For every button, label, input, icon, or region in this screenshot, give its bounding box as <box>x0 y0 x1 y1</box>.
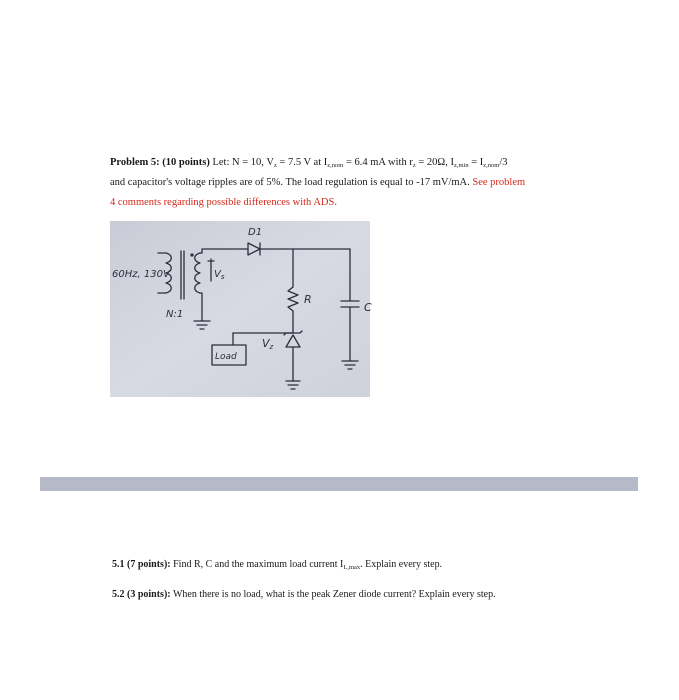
circuit-photo <box>110 221 370 397</box>
source-label: 60Hz, 130V <box>112 269 170 280</box>
question-5-2-label: 5.2 (3 points): <box>112 589 171 600</box>
problem-statement <box>110 153 590 213</box>
ads-comments-note: 4 comments regarding possible differences with ADS. <box>110 197 337 208</box>
question-5-1: 5.1 (7 points): Find R, C and the maximum load current $I_{L,max}$. Explain every step. <box>112 559 443 571</box>
section-divider <box>40 477 638 491</box>
vz-label: Vz <box>262 337 274 351</box>
load-label: Load <box>215 352 237 362</box>
question-5-2: 5.2 (3 points): When there is no load, what is the peak Zener diode current? Explain every step. <box>112 589 496 600</box>
ratio-label: N:1 <box>166 309 184 320</box>
problem-title: Problem 5: (10 points) <box>110 157 210 168</box>
photo-background <box>110 221 370 397</box>
circuit-diagram <box>110 221 370 397</box>
capacitor-label: C <box>364 301 372 314</box>
vs-label: $V_s$ <box>214 269 225 281</box>
question-5-1-label: 5.1 (7 points): <box>112 559 171 570</box>
problem-line-2: and capacitor's voltage ripples are of 5%. The load regulation is equal to -17 mV/mA. See problem <box>110 177 526 188</box>
problem-line-1: Problem 5: (10 points) Let: N = 10, $V_z = 7.5$ V at $I_{z,nom} = 6.4$ mA with $r_z = 20\Omega$, $I_{z,min} = I_{z,nom}/3$ <box>110 157 508 169</box>
polarity-dot <box>191 254 193 256</box>
resistor-label: R <box>304 293 312 306</box>
see-problem-note: See problem <box>472 177 526 188</box>
diode-label: D1 <box>248 227 263 238</box>
